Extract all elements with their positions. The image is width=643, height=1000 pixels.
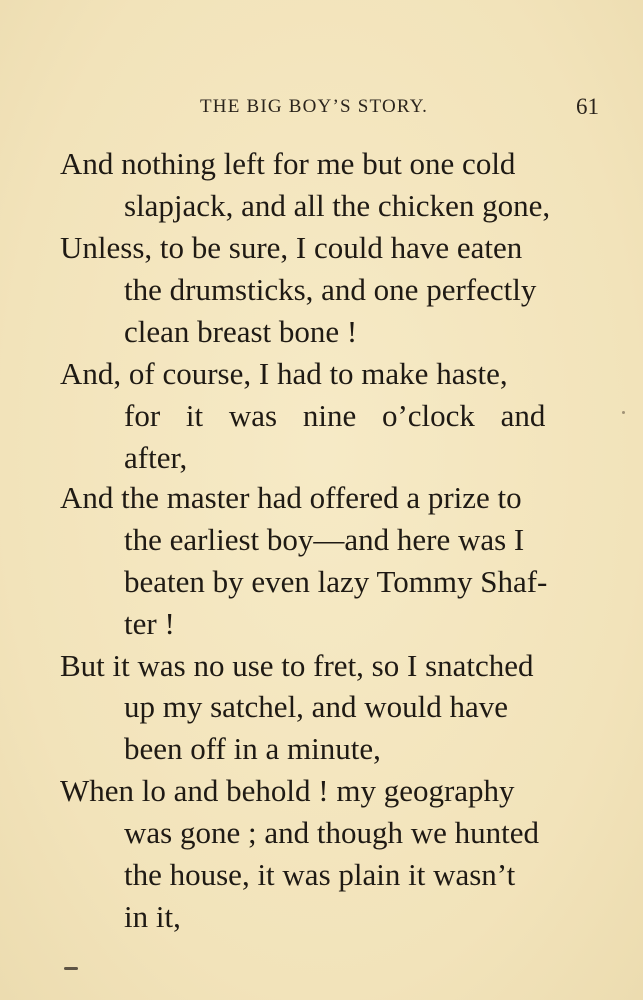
text-line: clean breast bone ! — [124, 314, 358, 349]
text-line: for it was nine o’clock and — [124, 398, 546, 433]
paper-speck — [622, 411, 625, 414]
text-line: the drumsticks, and one perfectly — [124, 272, 537, 307]
text-line: been off in a minute, — [124, 731, 381, 766]
text-line: ter ! — [124, 606, 175, 641]
text-line: And, of course, I had to make haste, — [60, 356, 508, 391]
text-line: And nothing left for me but one cold — [60, 146, 516, 181]
text-line: When lo and behold ! my geography — [60, 773, 515, 808]
running-title: THE BIG BOY’S STORY. — [200, 96, 429, 117]
text-line: But it was no use to fret, so I snatched — [60, 648, 534, 683]
text-line: in it, — [124, 899, 181, 934]
text-line: up my satchel, and would have — [124, 689, 508, 724]
text-line: after, — [124, 440, 188, 475]
running-head — [0, 96, 643, 126]
text-line: slapjack, and all the chicken gone, — [124, 188, 551, 223]
text-line: beaten by even lazy Tommy Shaf- — [124, 564, 548, 599]
text-line: the earliest boy—and here was I — [124, 522, 525, 557]
page-number: 61 — [576, 94, 599, 119]
ink-smudge — [64, 967, 78, 970]
text-line: the house, it was plain it wasn’t — [124, 857, 516, 892]
text-line: was gone ; and though we hunted — [124, 815, 539, 850]
text-line: And the master had offered a prize to — [60, 480, 522, 515]
text-line: Unless, to be sure, I could have eaten — [60, 230, 523, 265]
